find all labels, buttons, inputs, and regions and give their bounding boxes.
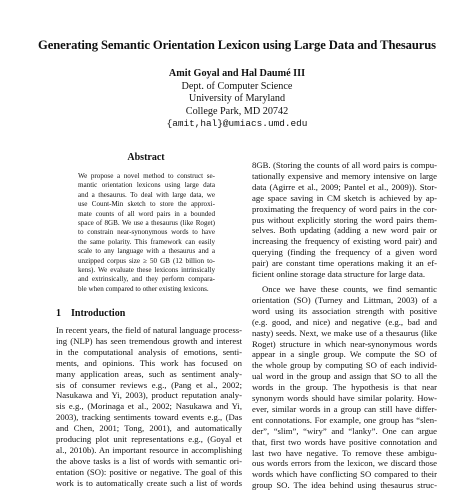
right-line: proximating the frequency of word pairs in the cor- [252, 203, 437, 214]
right-line: ent connotations. For example, one group has “slen- [252, 414, 437, 425]
right-line: nasty) seeds. Next, we make use of a thesaurus (like [252, 327, 437, 338]
right-line: querying (finding the frequency of a given word [252, 247, 437, 258]
right-line: Roget) structure in which near-synonymous words [252, 338, 437, 349]
section-title: Introduction [71, 308, 126, 319]
intro-line: sis of consumer reviews e.g., (Pang et al., 2002; [56, 379, 242, 390]
intro-line: ments, and opinions. This work has focused on [56, 357, 242, 368]
abstract-line: space of 8GB. We use a thesaurus (like Roget) [78, 219, 215, 228]
introduction-body [56, 325, 242, 489]
intro-line: many application areas, such as sentiment analy- [56, 368, 242, 379]
abstract-line: scale to any language with a thesaurus and a [78, 247, 215, 256]
section-number: 1 [56, 308, 61, 319]
intro-line: al., 2010b). An important resource in accomplishing [56, 444, 242, 455]
affiliation-department: Dept. of Computer Science [181, 80, 293, 92]
affiliation-address: College Park, MD 20742 [185, 105, 289, 117]
right-line: Once we have these counts, we find semantic [262, 283, 437, 294]
intro-line: 2003), tracking sentiments toward events e.g., (Das [56, 412, 242, 423]
right-line: ual word in the group and assign that SO to all the [252, 371, 437, 382]
abstract-line: ble when compared to other existing lexicons. [78, 284, 209, 293]
intro-line: Nasukawa and Yi, 2003), product reputation analy- [56, 390, 242, 401]
intro-line: entation (SO): positive or negative. The goal of this [56, 466, 242, 477]
right-line: tationally expensive and memory intensive on large [252, 170, 437, 181]
intro-line: and Chen, 2001; Tong, 2001), and automatically [56, 423, 242, 434]
abstract-line: unzipped corpus size ≥ 50 GB (12 billion to- [78, 256, 215, 265]
right-line: selves. Both updating (adding a new word pair or [252, 225, 437, 236]
right-line: pair) are constant time operations making it an ef- [252, 258, 437, 269]
right-line: word using its association strength with positive [252, 305, 437, 316]
right-line: the whole group by computing SO of each individ- [252, 360, 437, 371]
intro-line: In recent years, the field of natural language process- [56, 325, 242, 335]
right-column-body [252, 160, 437, 491]
abstract-body [78, 172, 215, 294]
right-line: group SO. The idea behind using thesaurus struc- [252, 480, 437, 491]
affiliation-university: University of Maryland [188, 93, 286, 104]
intro-line: ing (NLP) has seen tremendous growth and interest [56, 335, 242, 346]
right-line: synonym words should have similar polarity. How- [252, 393, 437, 404]
right-line: pus without explicitly storing the word pairs them- [252, 214, 437, 225]
abstract-line: mate counts of all word pairs in a bounded [78, 209, 215, 218]
right-line: increasing the frequency of existing word pair) and [252, 236, 437, 247]
intro-line: in the computational analysis of emotions, senti- [56, 346, 242, 357]
right-line: ficient online storage data structure for large data. [252, 269, 426, 280]
abstract-line: We propose a novel method to construct se- [78, 172, 215, 180]
abstract-line: the same polarity. This framework can easily [78, 237, 215, 246]
abstract-line: and extrinsically, and they perform compara- [78, 275, 215, 284]
intro-line: producing plot unit representations e.g., (Goyal et [56, 434, 242, 445]
right-line: ever, similar words in a group can still have differ- [252, 403, 437, 414]
right-line: orientation (SO) (Turney and Littman, 2003) of a [252, 294, 437, 305]
right-line: that, first two words have positive connotation and [252, 436, 437, 447]
right-line: (e.g. good, and nice) and negative (e.g., bad and [252, 316, 437, 327]
author-names: Amit Goyal and Hal Daumé III [168, 68, 306, 79]
intro-line: sis e.g., (Morinaga et al., 2002; Nasukawa and Yi, [56, 401, 242, 412]
right-line: age space saving in CM sketch is achieved by ap- [252, 192, 437, 203]
right-line: words which have conflicting SO compared to their [252, 469, 437, 480]
abstract-line: and a thesaurus. To deal with large data, we [78, 190, 215, 199]
abstract-heading: Abstract [127, 152, 165, 163]
abstract-line: mantic orientation lexicons using large data [78, 181, 215, 190]
right-line: words in the group. The hypothesis is that near [252, 382, 437, 393]
right-line: appear in a single group. We compute the SO of [252, 349, 437, 360]
author-email: {amit,hal}@umiacs.umd.edu [166, 118, 308, 129]
abstract-line: kens). We evaluate these lexicons intrinsically [78, 266, 215, 275]
author-block [0, 68, 474, 131]
paper-title: Generating Semantic Orientation Lexicon using Large Data and Thesaurus [38, 38, 436, 52]
intro-line: work is to automatically create such a list of words [56, 477, 242, 488]
abstract-line: use Count-Min sketch to store the approxi- [78, 200, 215, 209]
right-line: der”, “slim”, “wiry” and “lanky”. One can argue [252, 425, 437, 436]
right-line: ous words errors from the lexicon, we discard those [252, 458, 437, 469]
right-line: last two have negative. To remove these ambigu- [252, 447, 437, 458]
intro-line: the above tasks is a list of words with semantic ori- [56, 455, 242, 466]
right-line: data (Agirre et al., 2009; Pantel et al., 2009)). Stor- [252, 181, 437, 192]
abstract-line: to constrain near-synonymous words to have [78, 228, 215, 237]
section-heading-introduction [56, 308, 125, 319]
right-line: 8GB. (Storing the counts of all word pairs is compu- [252, 160, 437, 170]
